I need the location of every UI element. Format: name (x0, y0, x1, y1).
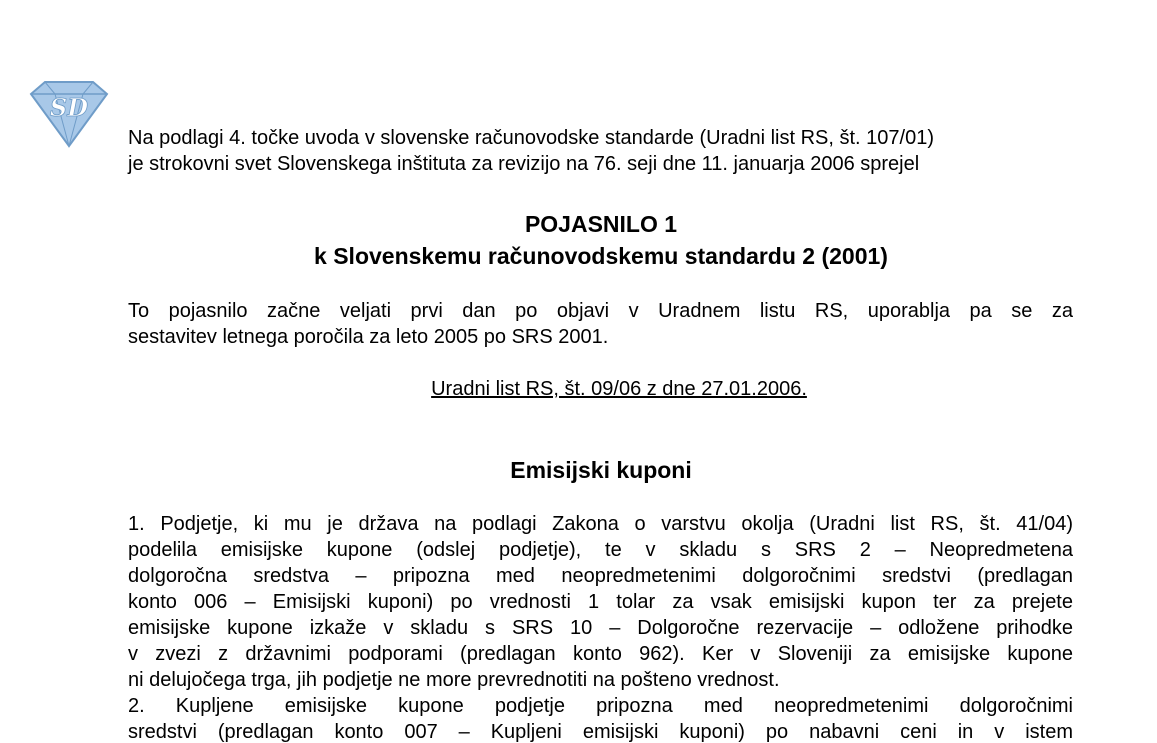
title-line-2: k Slovenskemu računovodskemu standardu 2 (2001) (314, 243, 888, 269)
body-line: podelila emisijske kupone (odslej podjetje), te v skladu s SRS 2 – Neopredmetena (128, 539, 1073, 561)
validity-paragraph (128, 298, 1073, 350)
body-line: dolgoročna sredstva – pripozna med neopredmetenimi dolgoročnimi sredstvi (predlagan (128, 565, 1073, 587)
intro-line: Na podlagi 4. točke uvoda v slovenske računovodske standarde (Uradni list RS, št. 107/01) (128, 127, 934, 149)
gazette-reference (128, 376, 1110, 402)
logo-text: SD (49, 93, 89, 122)
body-line: emisijske kupone izkaže v skladu s SRS 10 – Dolgoročne rezervacije – odložene prihodke (128, 617, 1073, 639)
sid-diamond-logo-icon (27, 80, 111, 148)
section-body (128, 511, 1073, 743)
intro-line: je strokovni svet Slovenskega inštituta za revizijo na 76. seji dne 11. januarja 2006 sprejel (128, 153, 920, 175)
body-line: 1. Podjetje, ki mu je država na podlagi Zakona o varstvu okolja (Uradni list RS, št. 41/04) (128, 513, 1073, 535)
sid-logo (27, 80, 111, 148)
body-line: ni delujočega trga, jih podjetje ne more prevrednotiti na pošteno vrednost. (128, 669, 780, 691)
document-title (128, 208, 1074, 272)
intro-paragraph (128, 125, 1074, 177)
gazette-reference-text: Uradni list RS, št. 09/06 z dne 27.01.2006. (431, 378, 807, 400)
section-heading: Emisijski kuponi (510, 457, 692, 483)
body-line: v zvezi z državnimi podporami (predlagan konto 962). Ker v Sloveniji za emisijske kupone (128, 643, 1073, 665)
body-line: konto 006 – Emisijski kuponi) po vrednosti 1 tolar za vsak emisijski kupon ter za prejete (128, 591, 1073, 613)
body-line: 2. Kupljene emisijske kupone podjetje pripozna med neopredmetenimi dolgoročnimi (128, 695, 1073, 717)
body-line: sredstvi (predlagan konto 007 – Kupljeni emisijski kuponi) po nabavni ceni in v istem (128, 721, 1073, 743)
validity-line: To pojasnilo začne veljati prvi dan po objavi v Uradnem listu RS, uporablja pa se za (128, 300, 1073, 322)
title-line-1: POJASNILO 1 (524, 211, 678, 237)
validity-line: sestavitev letnega poročila za leto 2005 po SRS 2001. (128, 326, 609, 348)
